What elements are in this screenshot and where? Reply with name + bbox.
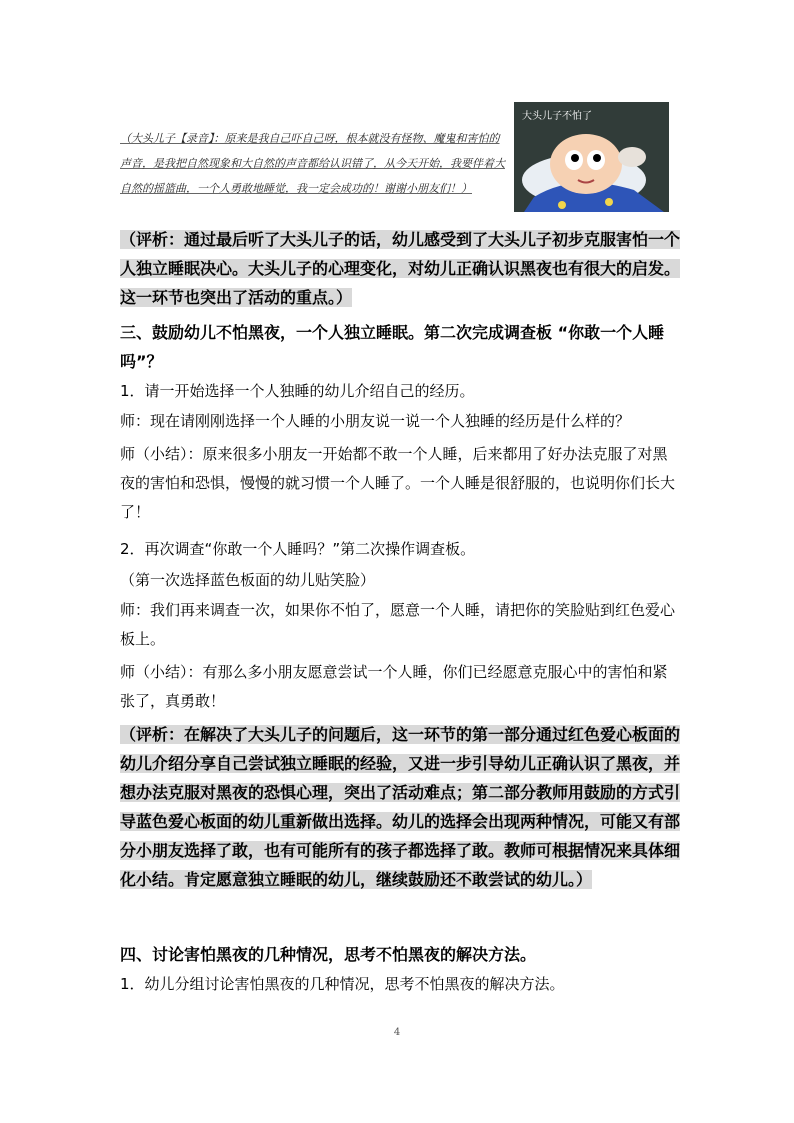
teacher-summary-2: 师（小结）：有那么多小朋友愿意尝试一个人睡，你们已经愿意克服心中的害怕和紧张了，真勇敢！ (120, 663, 668, 710)
step-1: 1．请一开始选择一个人独睡的幼儿介绍自己的经历。 (120, 382, 475, 400)
step-4-1: 1．幼儿分组讨论害怕黑夜的几种情况，思考不怕黑夜的解决方法。 (120, 975, 565, 993)
section-4-heading: 四、讨论害怕黑夜的几种情况，思考不怕黑夜的解决方法。 (120, 945, 537, 964)
step-2-note: （第一次选择蓝色板面的幼儿贴笑脸） (120, 571, 376, 589)
cartoon-caption: 大头儿子不怕了 (522, 111, 592, 122)
recording-quote-text: （大头儿子【录音】：原来是我自己吓自己呀，根本就没有怪物、魔鬼和害怕的声音，是我把自然现象和大自然的声音都给认识错了，从今天开始，我要伴着大自然的摇篮曲，一个人勇敢地睡觉，我一定会成功的！谢谢小朋友们！） (120, 132, 505, 195)
page-number: 4 (393, 1027, 401, 1038)
step-2: 2．再次调查“你敢一个人睡吗？”第二次操作调查板。 (120, 540, 476, 558)
teacher-summary-1: 师（小结）：原来很多小朋友一开始都不敢一个人睡，后来都用了好办法克服了对黑夜的害怕和恐惧，慢慢的就习惯一个人睡了。一个人睡是很舒服的，也说明你们长大了！ (120, 445, 676, 521)
teacher-line-1: 师：现在请刚刚选择一个人睡的小朋友说一说一个人独睡的经历是什么样的？ (120, 412, 631, 430)
cartoon-image (514, 102, 669, 212)
evaluation-2 (120, 720, 680, 894)
evaluation-2-text: （评析：在解决了大头儿子的问题后，这一环节的第一部分通过红色爱心板面的幼儿介绍分享自己尝试独立睡眠的经验，又进一步引导幼儿正确认识了黑夜，并想办法克服对黑夜的恐惧心理，突出了活动难点；第二部分教师用鼓励的方式引导蓝色爱心板面的幼儿重新做出选择。幼儿的选择会出现两种情况，可能又有部分小朋友选择了敢，也有可能所有的孩子都选择了敢。教师可根据情况来具体细化小结。肯定愿意独立睡眠的幼儿，继续鼓励还不敢尝试的幼儿。） (120, 725, 681, 889)
evaluation-1 (120, 225, 680, 312)
section-3-heading: 三、鼓励幼儿不怕黑夜，一个人独立睡眠。第二次完成调查板 “你敢一个人睡吗”？ (120, 323, 665, 371)
teacher-line-2: 师：我们再来调查一次，如果你不怕了，愿意一个人睡，请把你的笑脸贴到红色爱心板上。 (120, 601, 676, 648)
recording-quote (120, 126, 508, 201)
evaluation-1-text: （评析：通过最后听了大头儿子的话，幼儿感受到了大头儿子初步克服害怕一个人独立睡眠决心。大头儿子的心理变化，对幼儿正确认识黑夜也有很大的启发。这一环节也突出了活动的重点。） (120, 230, 681, 307)
